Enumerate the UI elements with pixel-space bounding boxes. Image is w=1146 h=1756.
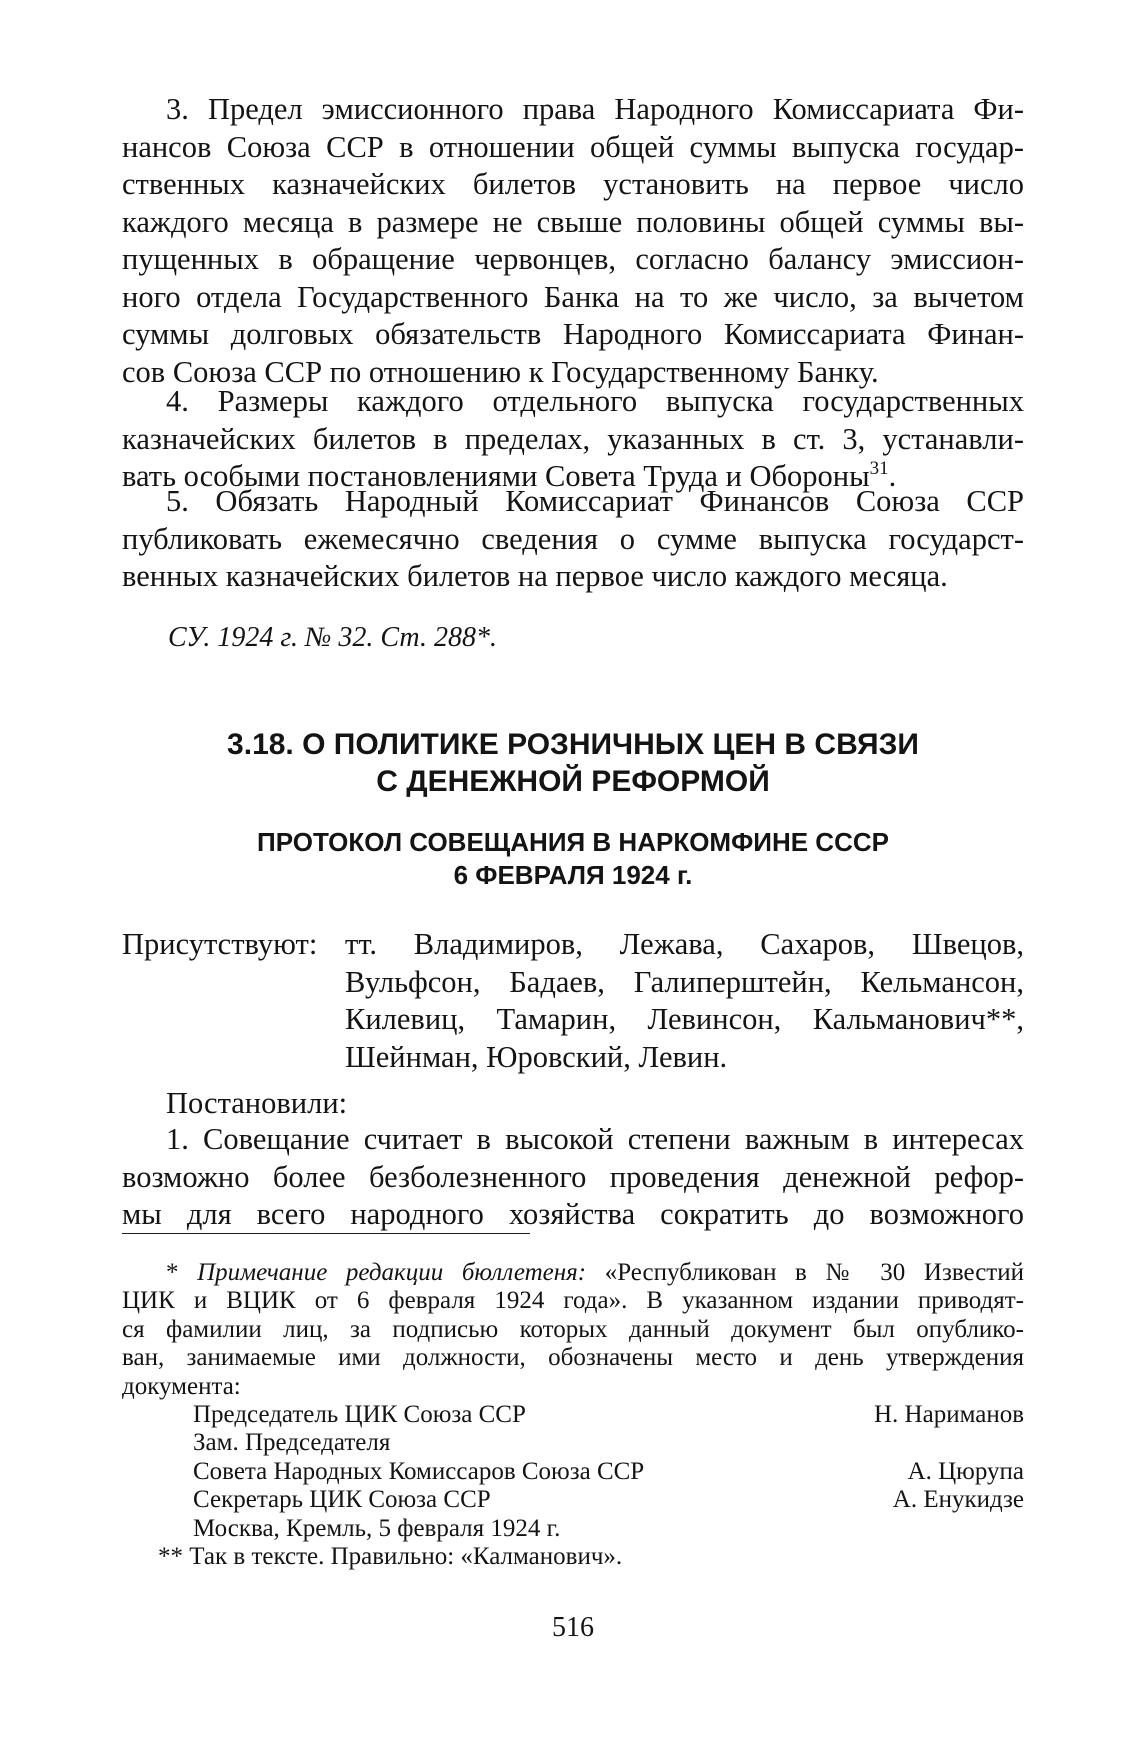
text-line: ного отдела Государственного Банка на то же число, за вычетом — [122, 279, 1024, 314]
text-line: 3. Предел эмиссионного права Народного Комиссариата Фи- — [166, 92, 1024, 126]
text-line: ЦИК и ВЦИК от 6 февраля 1924 года». В указанном издании приводят- — [122, 1287, 1024, 1315]
text-line: 5. Обязать Народный Комиссариат Финансов Союза ССР — [166, 484, 1024, 518]
footnote-italic-label: Примечание редакции бюллетеня: — [197, 1259, 587, 1286]
paragraph-5 — [122, 483, 1024, 596]
footnote-1 — [122, 1259, 1024, 1401]
text-line: нансов Союза ССР в отношении общей суммы выпуска государ- — [122, 129, 1024, 164]
footnote-2 — [158, 1543, 1024, 1571]
signature-name: А. Цюрупа — [907, 1458, 1024, 1485]
subheading-line: 6 ФЕВРАЛЯ 1924 г. — [453, 860, 693, 890]
signature-title: Председатель ЦИК Союза ССР — [193, 1401, 526, 1428]
text-line: ственных казначейских билетов установить на первое число — [122, 167, 1024, 201]
signature-title: Совета Народных Комиссаров Союза ССР — [193, 1458, 645, 1485]
text-fragment: . — [888, 459, 897, 493]
text-line: Вульфсон, Бадаев, Галиперштейн, Кельмансон, — [345, 964, 1024, 999]
resolution-paragraph-1 — [122, 1121, 1024, 1234]
text-line: Постановили: — [166, 1086, 348, 1120]
text-line: суммы долговых обязательств Народного Комиссариата Финан- — [122, 317, 1024, 351]
resolved-label — [122, 1085, 1024, 1123]
text-line — [122, 1259, 1024, 1287]
text-fragment: «Республикован в № 30 Известий — [586, 1259, 1024, 1286]
text-line: ** Так в тексте. Правильно: «Калманович». — [158, 1543, 623, 1570]
text-line: публиковать ежемесячно сведения о сумме выпуска государст- — [122, 521, 1024, 556]
text-line: документа: — [122, 1372, 241, 1400]
heading-line: С ДЕНЕЖНОЙ РЕФОРМОЙ — [376, 765, 770, 798]
text-line: ся фамилии лиц, за подписью которых данный документ был опублико- — [122, 1315, 1024, 1343]
subheading-line: ПРОТОКОЛ СОВЕЩАНИЯ В НАРКОМФИНЕ СССР — [257, 827, 889, 857]
footnote-marker: * — [166, 1259, 198, 1286]
text-line: венных казначейских билетов на первое число каждого месяца. — [122, 559, 948, 593]
text-line: Килевиц, Тамарин, Левинсон, Кальманович**, — [345, 1002, 1024, 1036]
attendance-names — [345, 926, 1024, 1076]
text-line: мы для всего народного хозяйства сократить до возможного — [122, 1197, 1024, 1231]
text-line: сов Союза ССР по отношению к Государственному Банку. — [122, 354, 879, 389]
signature-name: А. Енукидзе — [892, 1486, 1024, 1513]
text-line: казначейских билетов в пределах, указанных в ст. 3, устанавли- — [122, 421, 1024, 456]
text-line: 1. Совещание считает в высокой степени важным в интересах — [166, 1122, 1024, 1156]
text-line: возможно более безболезненного проведения денежной рефор- — [122, 1159, 1024, 1194]
text-line: тт. Владимиров, Лежава, Сахаров, Швецов, — [345, 927, 1024, 961]
signature-title: Секретарь ЦИК Союза ССР — [193, 1486, 491, 1513]
page-number: 516 — [552, 1612, 594, 1643]
paragraph-4 — [122, 383, 1024, 496]
section-heading — [122, 726, 1024, 800]
footnote-divider — [122, 1233, 530, 1234]
signature-title: Москва, Кремль, 5 февраля 1924 г. — [193, 1515, 561, 1542]
text-line: пущенных в обращение червонцев, согласно балансу эмиссион- — [122, 242, 1024, 276]
text-line: ван, занимаемые ими должности, обозначены место и день утверждения — [122, 1344, 1024, 1372]
text-line: каждого месяца в размере не свыше половины общей суммы вы- — [122, 204, 1024, 239]
paragraph-3 — [122, 91, 1024, 391]
signature-name: Н. Нариманов — [873, 1401, 1024, 1428]
footnote-ref: 31 — [869, 458, 889, 479]
attendance-label: Присутствуют: — [122, 927, 318, 961]
signature-title: Зам. Председателя — [193, 1429, 391, 1456]
heading-line: 3.18. О ПОЛИТИКЕ РОЗНИЧНЫХ ЦЕН В СВЯЗИ — [227, 728, 919, 761]
source-citation: СУ. 1924 г. № 32. Ст. 288*. — [168, 622, 497, 653]
text-fragment: вать особыми постановлениями Совета Труда и Обороны — [122, 459, 870, 493]
document-subheading — [122, 826, 1024, 892]
text-line: 4. Размеры каждого отдельного выпуска государственных — [166, 384, 1024, 418]
text-line: Шейнман, Юровский, Левин. — [345, 1039, 728, 1074]
